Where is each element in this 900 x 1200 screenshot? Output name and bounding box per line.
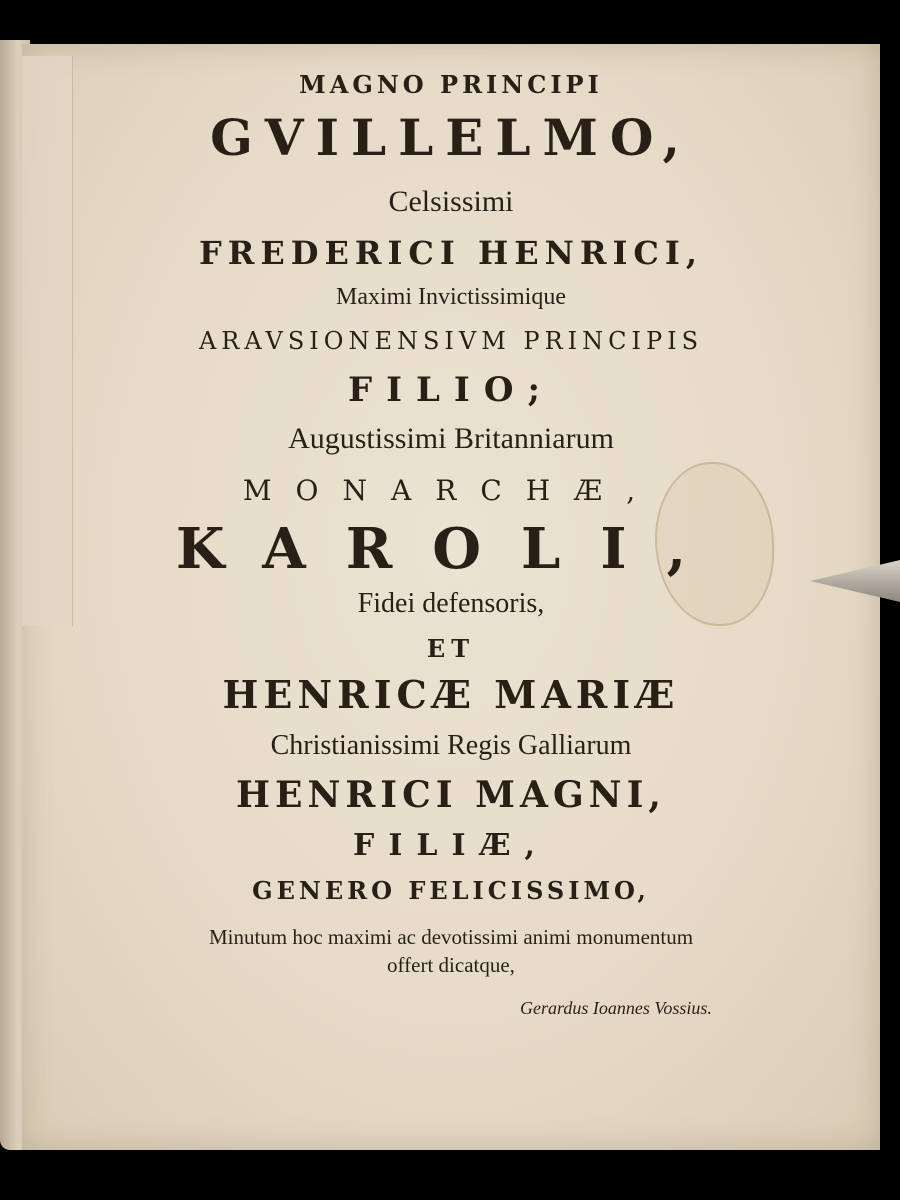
dedication-line: Augustissimi Britanniarum <box>288 422 614 455</box>
dedication-name-gvillelmo: GVILLELMO, <box>210 108 692 167</box>
dedication-line: Celsissimi <box>388 185 514 218</box>
dedication-line: Minutum hoc maximi ac devotissimi animi monumentum <box>208 925 694 949</box>
dedication-line: HENRICI MAGNI, <box>236 774 666 816</box>
dedication-line: MAGNO PRINCIPI <box>299 70 603 99</box>
dedication-line: FILIO; <box>347 370 555 410</box>
dedication-line: offert dicatque, <box>387 953 515 977</box>
dedication-line: FREDERICI HENRICI, <box>199 234 703 272</box>
author-signature: Gerardus Ioannes Vossius. <box>520 998 712 1018</box>
dedication-line: ARAVSIONENSIVM PRINCIPIS <box>198 327 704 355</box>
dedication-line: Fidei defensoris, <box>357 588 545 619</box>
dedication-line: MONARCHÆ, <box>242 474 660 507</box>
dedication-line: GENERO FELICISSIMO, <box>252 876 650 905</box>
dedication-name-karoli: KAROLI, <box>175 516 727 582</box>
dedication-line: FILIÆ, <box>353 828 549 863</box>
dedication-line: ET <box>426 634 476 663</box>
dedication-line: Christianissimi Regis Galliarum <box>270 730 632 761</box>
dedication-line: HENRICÆ MARIÆ <box>222 672 680 717</box>
dedication-line: Maximi Invictissimique <box>336 284 566 310</box>
